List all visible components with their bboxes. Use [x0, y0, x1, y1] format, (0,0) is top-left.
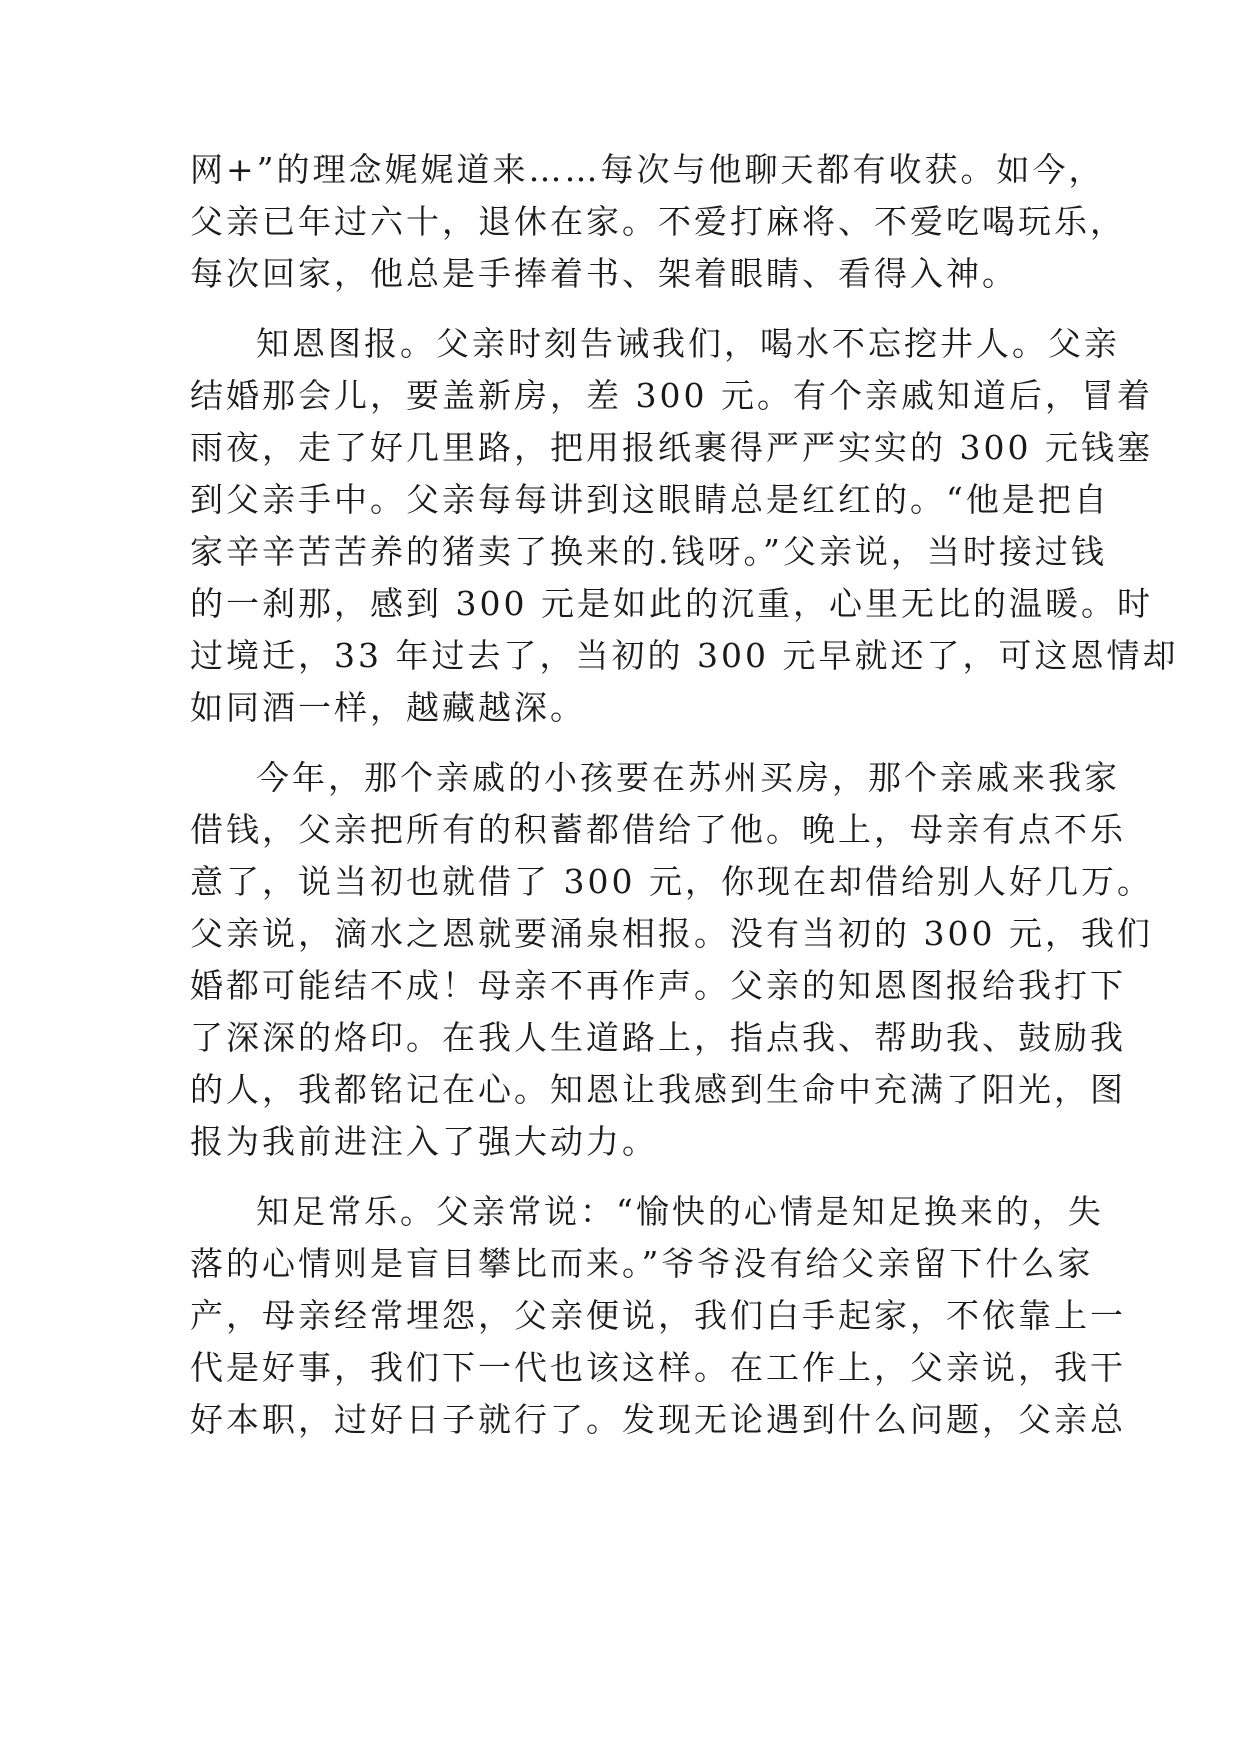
text-line: 到父亲手中。父亲每每讲到这眼睛总是红红的。“他是把自	[190, 480, 1110, 519]
paragraph-3	[190, 752, 1153, 1168]
text-line: 结婚那会儿，要盖新房，差 300 元。有个亲戚知道后，冒着	[190, 376, 1153, 415]
text-line: 报为我前进注入了强大动力。	[190, 1122, 658, 1161]
text-line: 如同酒一样，越藏越深。	[190, 688, 586, 727]
text-line: 网+”的理念娓娓道来……每次与他聊天都有收获。如今，	[190, 150, 1105, 189]
paragraph-4	[190, 1186, 1126, 1446]
text-line: 每次回家，他总是手捧着书、架着眼睛、看得入神。	[190, 254, 1018, 293]
text-line: 落的心情则是盲目攀比而来。”爷爷没有给父亲留下什么家	[190, 1244, 1094, 1283]
text-line: 的人，我都铭记在心。知恩让我感到生命中充满了阳光，图	[190, 1070, 1126, 1109]
text-line: 知恩图报。父亲时刻告诫我们，喝水不忘挖井人。父亲	[256, 324, 1120, 363]
text-line: 产，母亲经常埋怨，父亲便说，我们白手起家，不依靠上一	[190, 1296, 1126, 1335]
text-line: 知足常乐。父亲常说：“愉快的心情是知足换来的，失	[256, 1192, 1104, 1231]
text-line: 借钱，父亲把所有的积蓄都借给了他。晚上，母亲有点不乐	[190, 810, 1126, 849]
text-line: 雨夜，走了好几里路，把用报纸裹得严严实实的 300 元钱塞	[190, 428, 1153, 467]
text-line: 婚都可能结不成！母亲不再作声。父亲的知恩图报给我打下	[190, 966, 1126, 1005]
text-line: 代是好事，我们下一代也该这样。在工作上，父亲说，我干	[190, 1348, 1126, 1387]
paragraph-2	[190, 318, 1179, 734]
text-line: 了深深的烙印。在我人生道路上，指点我、帮助我、鼓励我	[190, 1018, 1126, 1057]
document-body	[190, 144, 1179, 1446]
text-line: 父亲已年过六十，退休在家。不爱打麻将、不爱吃喝玩乐，	[190, 202, 1126, 241]
text-line: 的一刹那，感到 300 元是如此的沉重，心里无比的温暖。时	[190, 584, 1153, 623]
text-line: 意了，说当初也就借了 300 元，你现在却借给别人好几万。	[190, 862, 1153, 901]
paragraph-1	[190, 144, 1126, 300]
text-line: 今年，那个亲戚的小孩要在苏州买房，那个亲戚来我家	[256, 758, 1120, 797]
text-line: 过境迁，33 年过去了，当初的 300 元早就还了，可这恩情却	[190, 636, 1179, 675]
text-line: 家辛辛苦苦养的猪卖了换来的.钱呀。”父亲说，当时接过钱	[190, 532, 1107, 571]
text-line: 好本职，过好日子就行了。发现无论遇到什么问题，父亲总	[190, 1400, 1126, 1439]
text-line: 父亲说，滴水之恩就要涌泉相报。没有当初的 300 元，我们	[190, 914, 1153, 953]
